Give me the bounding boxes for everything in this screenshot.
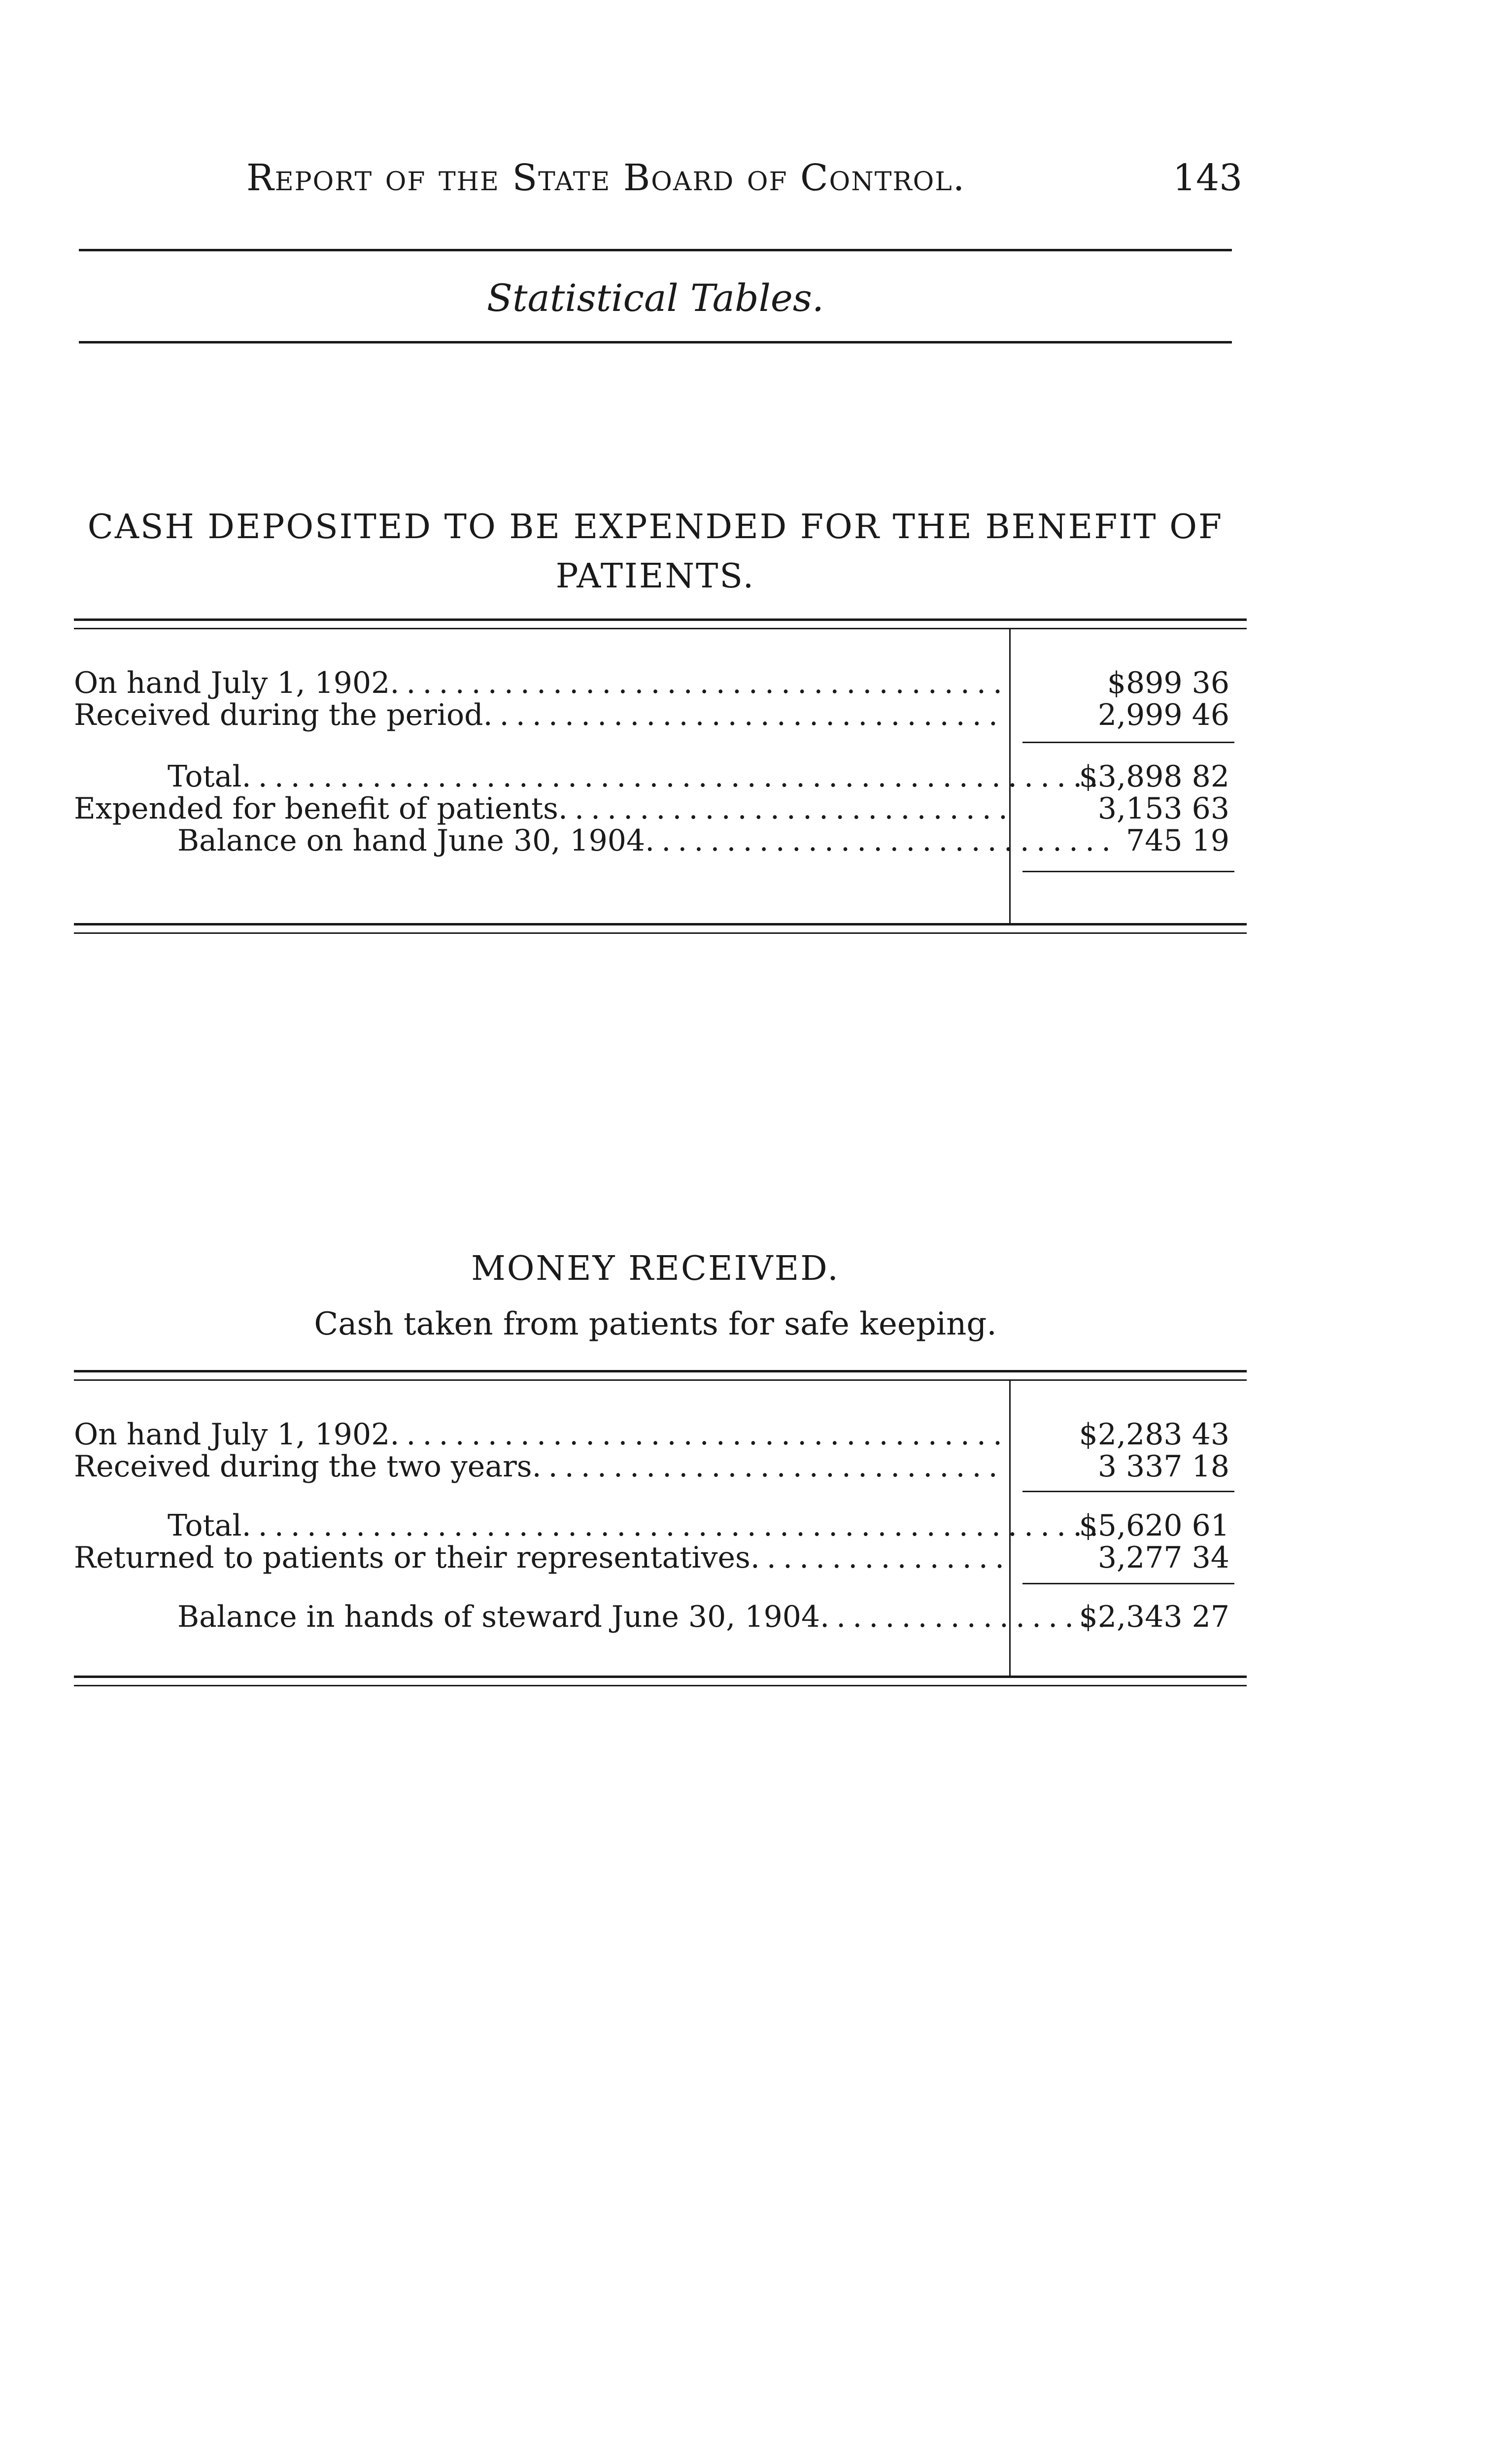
table2-title: MONEY RECEIVED. [471,1249,840,1288]
row-amount: $899 36 [1107,666,1229,700]
header-rule-bottom [79,341,1232,343]
row-label: On hand July 1, 1902 [74,666,390,700]
row-amount: 3,277 34 [1097,1540,1229,1575]
row-amount: $5,620 61 [1079,1508,1229,1543]
table-row [74,759,1247,794]
row-label: Received during the period [74,698,483,732]
row-amount: $3,898 82 [1079,759,1229,794]
table-row [74,697,1247,733]
table2-top-double-rule [74,1370,1247,1381]
balance-rule [1022,1583,1234,1584]
page-number: 143 [1173,157,1243,199]
table2 [74,1370,1247,1695]
table-row [74,1449,1247,1484]
table-row [74,1508,1247,1543]
row-amount: 3,153 63 [1097,791,1229,826]
dot-leader [750,1540,1005,1575]
row-label: Received during the two years [74,1449,532,1484]
row-amount: $2,283 43 [1079,1417,1229,1452]
row-amount: 2,999 46 [1097,698,1229,732]
header-rule-top [79,249,1232,251]
section-subhead: Statistical Tables. [486,276,824,320]
table-row [74,791,1247,826]
table2-subtitle: Cash taken from patients for safe keeping. [314,1306,997,1342]
table-row [74,823,1247,858]
row-amount: 3 337 18 [1097,1449,1229,1484]
balance-rule [1022,871,1234,872]
subtotal-rule [1022,742,1234,743]
row-label: Balance in hands of steward June 30, 1904 [177,1600,820,1634]
table1-top-double-rule [74,618,1247,629]
table1-bottom-double-rule [74,923,1247,934]
dot-leader [483,697,1005,733]
running-title: Report of the State Board of Control. [246,157,966,199]
row-amount: $2,343 27 [1079,1600,1229,1634]
row-label: On hand July 1, 1902 [74,1417,390,1452]
dot-leader [558,791,1005,826]
table-row [74,1599,1247,1635]
subtotal-rule [1022,1491,1234,1492]
dot-leader [532,1449,1005,1484]
dot-leader [390,1417,1005,1452]
row-label: Returned to patients or their representatives [74,1540,750,1575]
table1 [74,618,1247,939]
dot-leader [390,665,1005,701]
row-label: Expended for benefit of patients [74,791,558,826]
table-row [74,665,1247,701]
row-amount: 745 19 [1126,823,1229,858]
dot-leader [242,1508,1099,1543]
table-row [74,1417,1247,1452]
row-label: Total [168,1508,242,1543]
row-label: Balance on hand June 30, 1904 [177,823,646,858]
table2-bottom-double-rule [74,1676,1247,1686]
row-label: Total [168,759,242,794]
table-row [74,1540,1247,1575]
table1-title: CASH DEPOSITED TO BE EXPENDED FOR THE BENEFIT OF PATIENTS. [87,508,1224,596]
dot-leader [242,759,1099,794]
